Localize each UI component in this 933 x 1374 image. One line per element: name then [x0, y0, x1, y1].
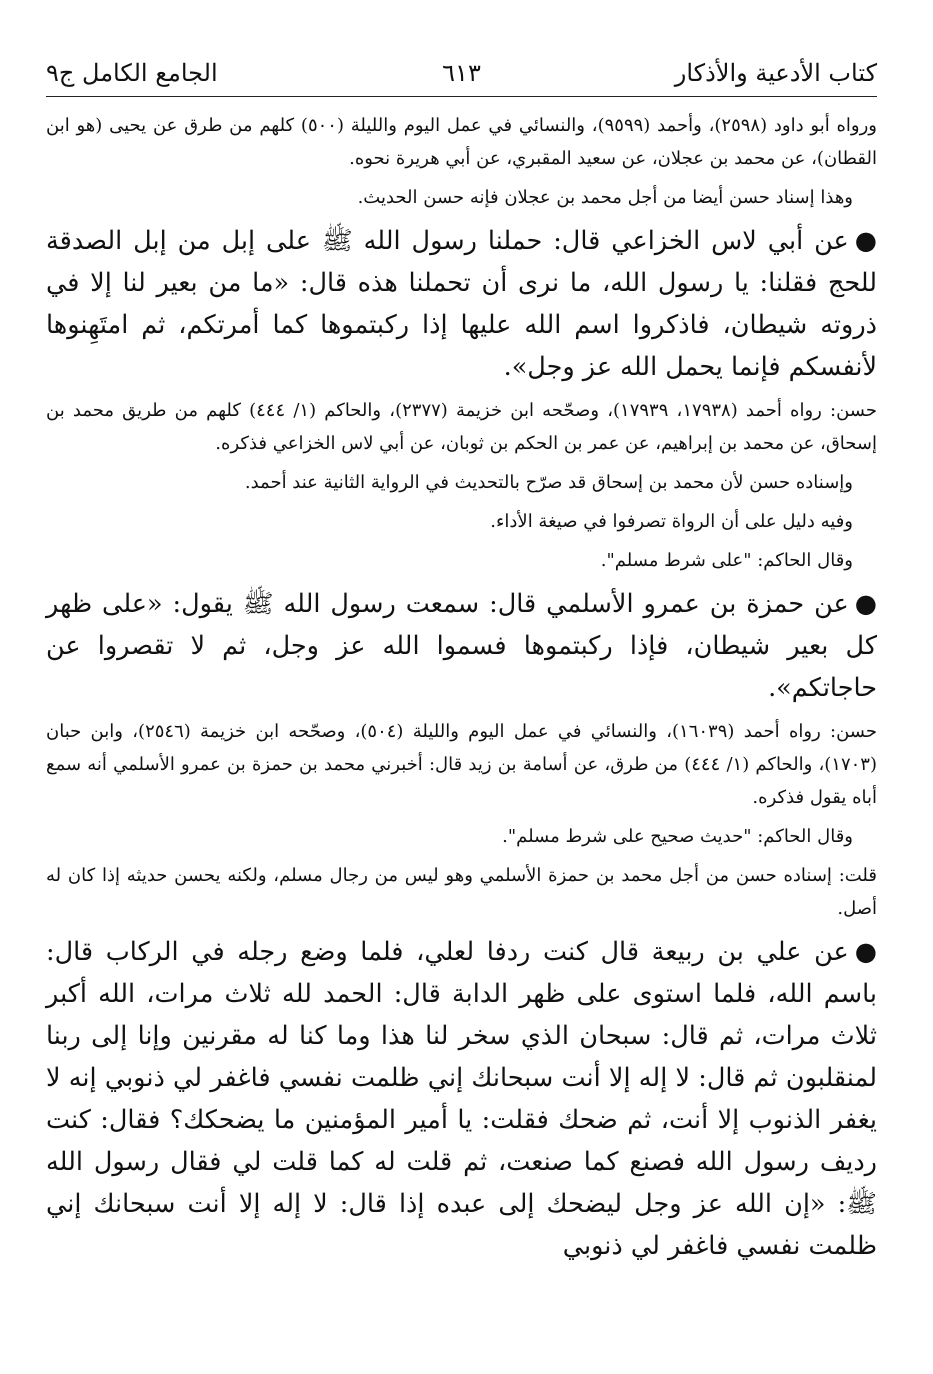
book-page	[46, 50, 877, 1354]
note-paragraph: حسن: رواه أحمد (١٧٩٣٨، ١٧٩٣٩)، وصحّحه ابن خزيمة (٢٣٧٧)، والحاكم (١/ ٤٤٤) كلهم من طريق محمد بن إسحاق، عن محمد بن إبراهيم، عن عمر بن الحكم بن ثوبان، عن أبي لاس الخزاعي فذكره.	[46, 400, 877, 454]
note-paragraph: وهذا إسناد حسن أيضا من أجل محمد بن عجلان فإنه حسن الحديث.	[357, 187, 853, 208]
note-paragraph: وفيه دليل على أن الرواة تصرفوا في صيغة الأداء.	[490, 511, 853, 532]
note-paragraph: وقال الحاكم: "على شرط مسلم".	[600, 550, 853, 571]
note-paragraph: قلت: إسناده حسن من أجل محمد بن حمزة الأسلمي وهو ليس من رجال مسلم، ولكنه يحسن حديثه إذا كان له أصل.	[46, 865, 877, 919]
note-paragraph: وإسناده حسن لأن محمد بن إسحاق قد صرّح بالتحديث في الرواية الثانية عند أحمد.	[244, 472, 853, 493]
bullet-icon: ●	[854, 589, 877, 619]
note-paragraph: ورواه أبو داود (٢٥٩٨)، وأحمد (٩٥٩٩)، والنسائي في عمل اليوم والليلة (٥٠٠) كلهم من طرق عن يحيى (هو ابن القطان)، عن محمد بن عجلان، عن سعيد المقبري، عن أبي هريرة نحوه.	[46, 115, 878, 169]
hadith-paragraph: ●عن حمزة بن عمرو الأسلمي قال: سمعت رسول الله ﷺ يقول: «على ظهر كل بعير شيطان، فإذا ركبتموها فسموا الله عز وجل، ثم لا تقصروا عن حاجاتكم».	[46, 583, 877, 709]
page-body	[46, 109, 877, 1267]
bullet-icon: ●	[854, 226, 877, 256]
volume-label: الجامع الكامل ج٩	[46, 59, 218, 87]
page-number: ٦١٣	[442, 59, 481, 87]
bullet-icon: ●	[854, 937, 877, 967]
page-header	[46, 50, 877, 97]
hadith-paragraph: ●عن أبي لاس الخزاعي قال: حملنا رسول الله ﷺ على إبل من إبل الصدقة للحج فقلنا: يا رسول الله، ما نرى أن تحملنا هذه قال: «ما من بعير لنا إلا في ذروته شيطان، فاذكروا اسم الله عليها إذا ركبتموها كما أمرتكم، ثم امتَهِنوها لأنفسكم فإنما يحمل الله عز وجل».	[46, 220, 877, 388]
note-paragraph: وقال الحاكم: "حديث صحيح على شرط مسلم".	[502, 826, 853, 847]
book-title: كتاب الأدعية والأذكار	[674, 59, 877, 87]
hadith-paragraph: ●عن علي بن ربيعة قال كنت ردفا لعلي، فلما وضع رجله في الركاب قال: باسم الله، فلما استوى على ظهر الدابة قال: الحمد لله ثلاث مرات، الله أكبر ثلاث مرات، ثم قال: سبحان الذي سخر لنا هذا وما كنا له مقرنين وإنا إلى ربنا لمنقلبون ثم قال: لا إله إلا أنت سبحانك إني ظلمت نفسي فاغفر لي ذنوبي إنه لا يغفر الذنوب إلا أنت، ثم ضحك فقلت: يا أمير المؤمنين ما يضحكك؟ فقال: كنت رديف رسول الله فصنع كما صنعت، ثم قلت له كما قلت لي فقال رسول الله ﷺ: «إن الله عز وجل ليضحك إلى عبده إذا قال: لا إله إلا أنت سبحانك إني ظلمت نفسي فاغفر لي ذنوبي	[46, 931, 877, 1267]
note-paragraph: حسن: رواه أحمد (١٦٠٣٩)، والنسائي في عمل اليوم والليلة (٥٠٤)، وصحّحه ابن خزيمة (٢٥٤٦)، وابن حبان (١٧٠٣)، والحاكم (١/ ٤٤٤) من طرق، عن أسامة بن زيد قال: أخبرني محمد بن حمزة بن عمرو الأسلمي أنه سمع أباه يقول فذكره.	[46, 721, 877, 808]
